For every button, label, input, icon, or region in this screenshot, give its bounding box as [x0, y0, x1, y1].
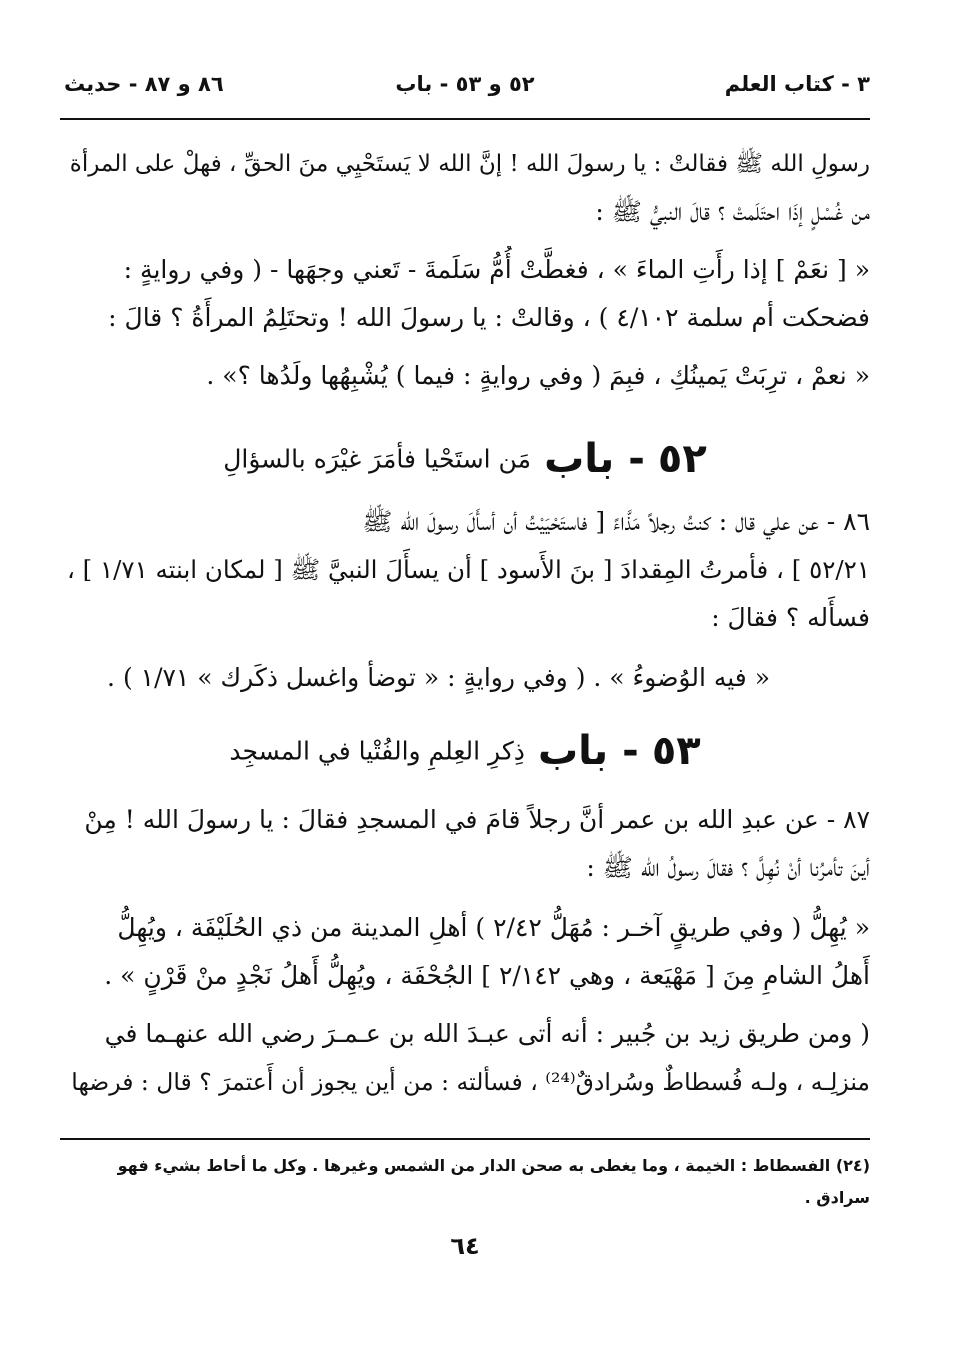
- text-line: فسأَله ؟ فقالَ :: [711, 603, 870, 632]
- footnote-line: سرادق .: [804, 1188, 870, 1207]
- text-line: من غُسْلٍ إذَا احتَلَمتْ ؟ قالَ النبيُّ ﷺ :: [595, 197, 870, 226]
- book-page: [60, 0, 870, 1354]
- text-line: ٨٧ - عن عبدِ الله بن عمر أنَّ رجلاً قامَ في المسجدِ فقالَ : يا رسولَ الله ! مِنْ: [84, 805, 870, 834]
- footnote: [60, 1150, 870, 1214]
- running-header: [60, 66, 870, 106]
- text-line: أَهلُ الشامِ مِنَ [ مَهْيَعة ، وهي ٢/١٤٢ ] الجُحْفَة ، ويُهِلُّ أَهلُ نَجْدٍ منْ قَرْنٍ » .: [104, 961, 870, 990]
- header-hadith-range: ٨٦ و ٨٧ - حديث: [64, 72, 224, 96]
- text-line: فضحكت أم سلمة ٤/١٠٢ ) ، وقالتْ : يا رسولَ الله ! وتحتَلِمُ المرأَةُ ؟ قالَ :: [108, 303, 870, 332]
- text-line: « يُهِلُّ ( وفي طريقٍ آخـر : مُهَلُّ ٢/٤٢ ) أهلِ المدينة من ذي الحُلَيْفَة ، ويُهِلُّ: [117, 913, 870, 942]
- text-line: « فيه الوُضوءُ » . ( وفي روايةٍ : « توضأ واغسل ذكَرك » ١/٧١ ) .: [107, 663, 770, 692]
- header-chapter-range: ٥٢ و ٥٣ - باب: [395, 72, 535, 96]
- intro-paragraph: [60, 140, 870, 400]
- chapter-number: ٥٣: [651, 728, 701, 774]
- header-divider: [60, 118, 870, 120]
- chapter-53-heading: [60, 728, 870, 784]
- page-number: ٦٤: [450, 1232, 480, 1260]
- text-line: ٥٢/٢١ ] ، فأمرتُ المِقدادَ [ بنَ الأَسود ] أن يسأَلَ النبيَّ ﷺ [ لمكان ابنته ١/٧١ ] ،: [66, 555, 870, 584]
- text-line: رسولِ الله ﷺ فقالتْ : يا رسولَ الله ! إنَّ الله لا يَستَحْيِي منَ الحقِّ ، فهلْ على المرأة: [69, 151, 870, 177]
- footnote-line: (٢٤) الفسطاط : الخيمة ، وما يغطى به صحن الدار من الشمس وغيرها . وكل ما أحاط بشيء فهو: [117, 1156, 870, 1175]
- chapter-title: مَن استَحْيا فأمَرَ غيْرَه بالسؤالِ: [223, 444, 531, 474]
- chapter-52-heading: [60, 436, 870, 492]
- chapter-label: - باب: [544, 436, 645, 482]
- chapter-number: ٥٢: [657, 436, 707, 482]
- footnote-divider: [60, 1138, 870, 1140]
- text-line: أينَ تأمرُنا أنْ نُهِلَّ ؟ فقالَ رسولُ الله ﷺ :: [586, 853, 870, 882]
- header-book-title: ٣ - كتاب العلم: [724, 72, 870, 96]
- chapter-label: - باب: [537, 728, 639, 774]
- text-line: « نعمْ ، ترِبَتْ يَمينُكِ ، فبِمَ ( وفي روايةٍ : فيما ) يُشْبِهُها ولَدُها ؟» .: [206, 361, 870, 390]
- text-line: ٨٦ - عن علي قال : كنتُ رجلاً مَذَّاءً [ فاستَحْيَيْتُ أن أسأَلَ رسولَ الله ﷺ: [362, 507, 870, 536]
- hadith-86: [60, 498, 870, 702]
- hadith-87: [60, 796, 870, 1106]
- text-line: « [ نعَمْ ] إذا رأَتِ الماءَ » ، فغطَّتْ أُمُّ سَلَمةَ - تَعني وجهَها - ( وفي روايةٍ :: [123, 255, 870, 284]
- text-line: ( ومن طريق زيد بن جُبير : أنه أتى عبـدَ الله بن عـمـرَ رضي الله عنهـما في: [104, 1019, 870, 1048]
- chapter-title: ذِكرِ العِلمِ والفُتْيا في المسجِد: [229, 736, 525, 766]
- text-line: منزلِـه ، ولـه فُسطاطٌ وسُرادقٌ⁽²⁴⁾ ، فسألته : من أين يجوز أن أَعتمرَ ؟ قال : فرضها: [71, 1068, 870, 1096]
